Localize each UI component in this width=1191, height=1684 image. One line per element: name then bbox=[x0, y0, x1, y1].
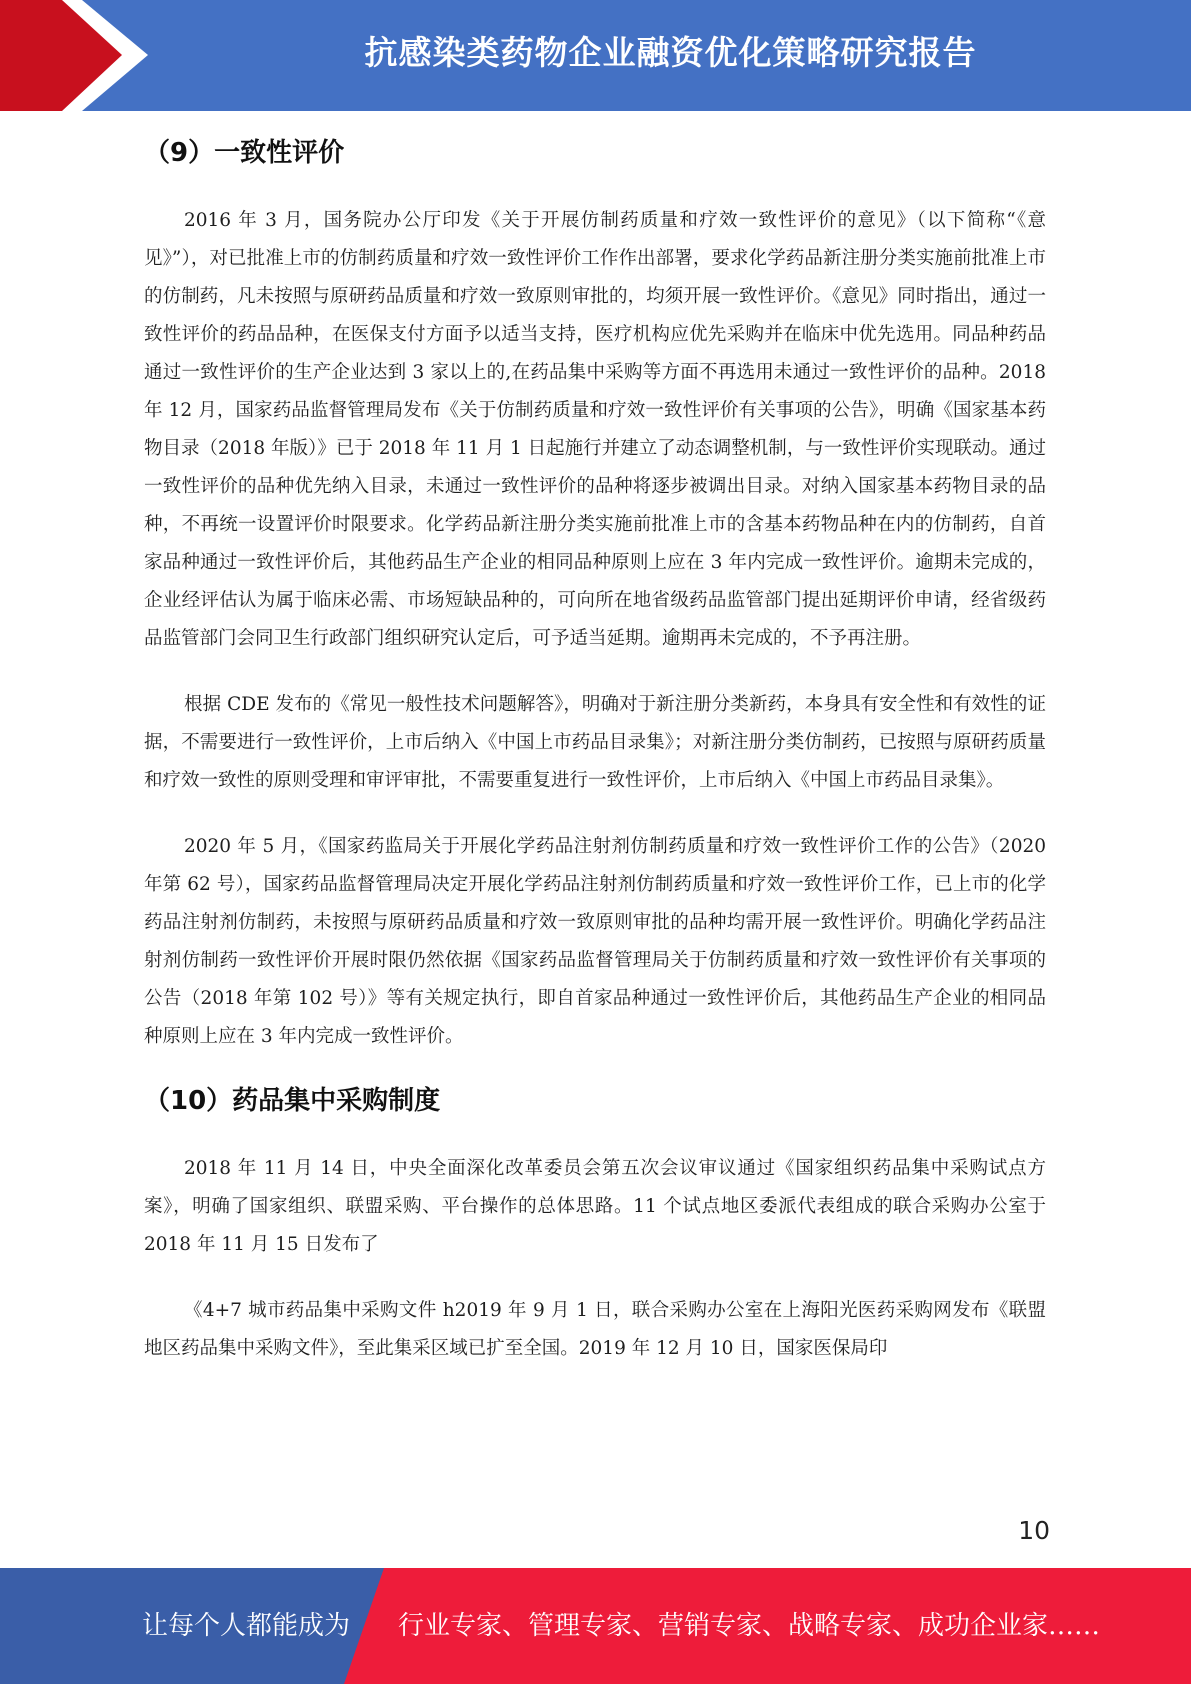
header-title: 抗感染类药物企业融资优化策略研究报告 bbox=[364, 33, 977, 72]
page-footer bbox=[0, 1568, 1191, 1684]
main-content bbox=[144, 118, 1046, 1368]
paragraph: 2016 年 3 月，国务院办公厅印发《关于开展仿制药质量和疗效一致性评价的意见》（以下简称“《意见》”），对已批准上市的仿制药质量和疗效一致性评价工作作出部署，要求化学药品新注册分类实施前批准上市的仿制药，凡未按照与原研药品质量和疗效一致原则审批的，均须开展一致性评价。《意见》同时指出，通过一致性评价的药品品种，在医保支付方面予以适当支持，医疗机构应优先采购并在临床中优先选用。同品种药品通过一致性评价的生产企业达到 3 家以上的,在药品集中采购等方面不再选用未通过一致性评价的品种。2018 年 12 月，国家药品监督管理局发布《关于仿制药质量和疗效一致性评价有关事项的公告》，明确《国家基本药物目录（2018 年版）》已于 2018 年 11 月 1 日起施行并建立了动态调整机制，与一致性评价实现联动。通过一致性评价的品种优先纳入目录，未通过一致性评价的品种将逐步被调出目录。对纳入国家基本药物目录的品种，不再统一设置评价时限要求。化学药品新注册分类实施前批准上市的含基本药物品种在内的仿制药，自首家品种通过一致性评价后，其他药品生产企业的相同品种原则上应在 3 年内完成一致性评价。逾期未完成的，企业经评估认为属于临床必需、市场短缺品种的，可向所在地省级药品监管部门提出延期评价申请，经省级药品监管部门会同卫生行政部门组织研究认定后，可予适当延期。逾期再未完成的，不予再注册。 bbox=[144, 210, 1046, 649]
paragraph: 2020 年 5 月，《国家药监局关于开展化学药品注射剂仿制药质量和疗效一致性评价工作的公告》（2020 年第 62 号），国家药品监督管理局决定开展化学药品注射剂仿制药质量和疗效一致性评价工作，已上市的化学药品注射剂仿制药，未按照与原研药品质量和疗效一致原则审批的品种均需开展一致性评价。明确化学药品注射剂仿制药一致性评价开展时限仍然依据《国家药品监督管理局关于仿制药质量和疗效一致性评价有关事项的公告（2018 年第 102 号）》等有关规定执行，即自首家品种通过一致性评价后，其他药品生产企业的相同品种原则上应在 3 年内完成一致性评价。 bbox=[144, 836, 1046, 1047]
paragraph: 《4+7 城市药品集中采购文件 h2019 年 9 月 1 日，联合采购办公室在上海阳光医药采购网发布《联盟地区药品集中采购文件》，至此集采区域已扩至全国。2019 年 12 月 10 日，国家医保局印 bbox=[144, 1300, 1046, 1359]
section-title-consistency-evaluation: （9）一致性评价 bbox=[144, 138, 345, 168]
footer-slogan-right: 行业专家、管理专家、营销专家、战略专家、成功企业家…… bbox=[398, 1611, 1101, 1641]
paragraph: 根据 CDE 发布的《常见一般性技术问题解答》，明确对于新注册分类新药，本身具有安全性和有效性的证据，不需要进行一致性评价，上市后纳入《中国上市药品目录集》；对新注册分类仿制药，已按照与原研药质量和疗效一致性的原则受理和审评审批，不需要重复进行一致性评价，上市后纳入《中国上市药品目录集》。 bbox=[144, 694, 1046, 791]
paragraph: 2018 年 11 月 14 日，中央全面深化改革委员会第五次会议审议通过《国家组织药品集中采购试点方案》，明确了国家组织、联盟采购、平台操作的总体思路。11 个试点地区委派代表组成的联合采购办公室于 2018 年 11 月 15 日发布了 bbox=[144, 1158, 1046, 1255]
section-title-centralized-procurement: （10）药品集中采购制度 bbox=[144, 1086, 441, 1116]
header-red-arrow-decoration bbox=[0, 0, 150, 111]
page-number: 10 bbox=[1018, 1516, 1050, 1545]
page-header bbox=[0, 0, 1191, 111]
footer-slogan-left: 让每个人都能成为 bbox=[142, 1611, 351, 1641]
